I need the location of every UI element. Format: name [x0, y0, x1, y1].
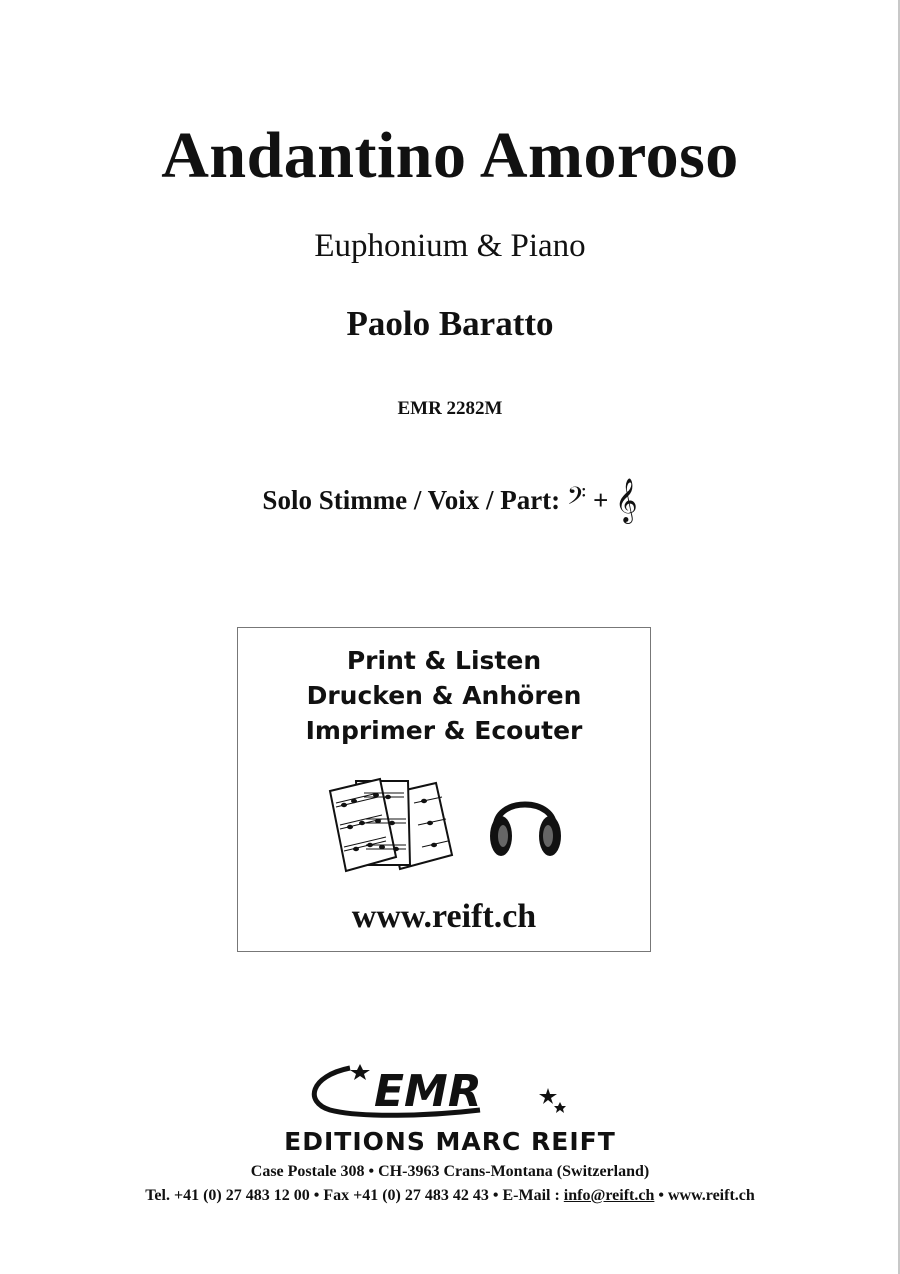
promo-website-link[interactable]: www.reift.ch: [351, 898, 537, 935]
composer-name: Paolo Baratto: [346, 304, 554, 343]
logo-text: EMR: [374, 1066, 482, 1117]
parts-plus: +: [592, 485, 609, 515]
parts-line: [0, 474, 900, 522]
promo-line-german: Drucken & Anhören: [306, 681, 582, 710]
publisher-contact: [0, 1187, 900, 1205]
publisher-address: Case Postale 308 • CH-3963 Crans-Montana (Switzerland): [250, 1163, 650, 1180]
headphones-icon: [488, 778, 563, 863]
phone-fax-text: Tel. +41 (0) 27 483 12 00 • Fax +41 (0) 27 483 42 43 • E-Mail :: [145, 1187, 564, 1204]
promo-line-french: Imprimer & Ecouter: [305, 716, 583, 745]
sheet-music-icon: [326, 773, 461, 878]
bass-clef-icon: 𝄢: [566, 482, 587, 517]
promo-line-english: Print & Listen: [346, 646, 542, 675]
emr-logo: [300, 1058, 580, 1122]
website-text: • www.reift.ch: [654, 1187, 755, 1204]
parts-label: Solo Stimme / Voix / Part:: [262, 485, 561, 515]
publisher-name: EDITIONS MARC REIFT: [284, 1127, 616, 1156]
catalog-number: EMR 2282M: [397, 398, 503, 419]
page-title: Andantino Amoroso: [161, 119, 739, 192]
treble-clef-icon: 𝄞: [615, 478, 638, 522]
print-listen-box: [237, 627, 651, 952]
instrumentation: Euphonium & Piano: [314, 228, 586, 264]
email-link[interactable]: info@reift.ch: [563, 1187, 655, 1204]
